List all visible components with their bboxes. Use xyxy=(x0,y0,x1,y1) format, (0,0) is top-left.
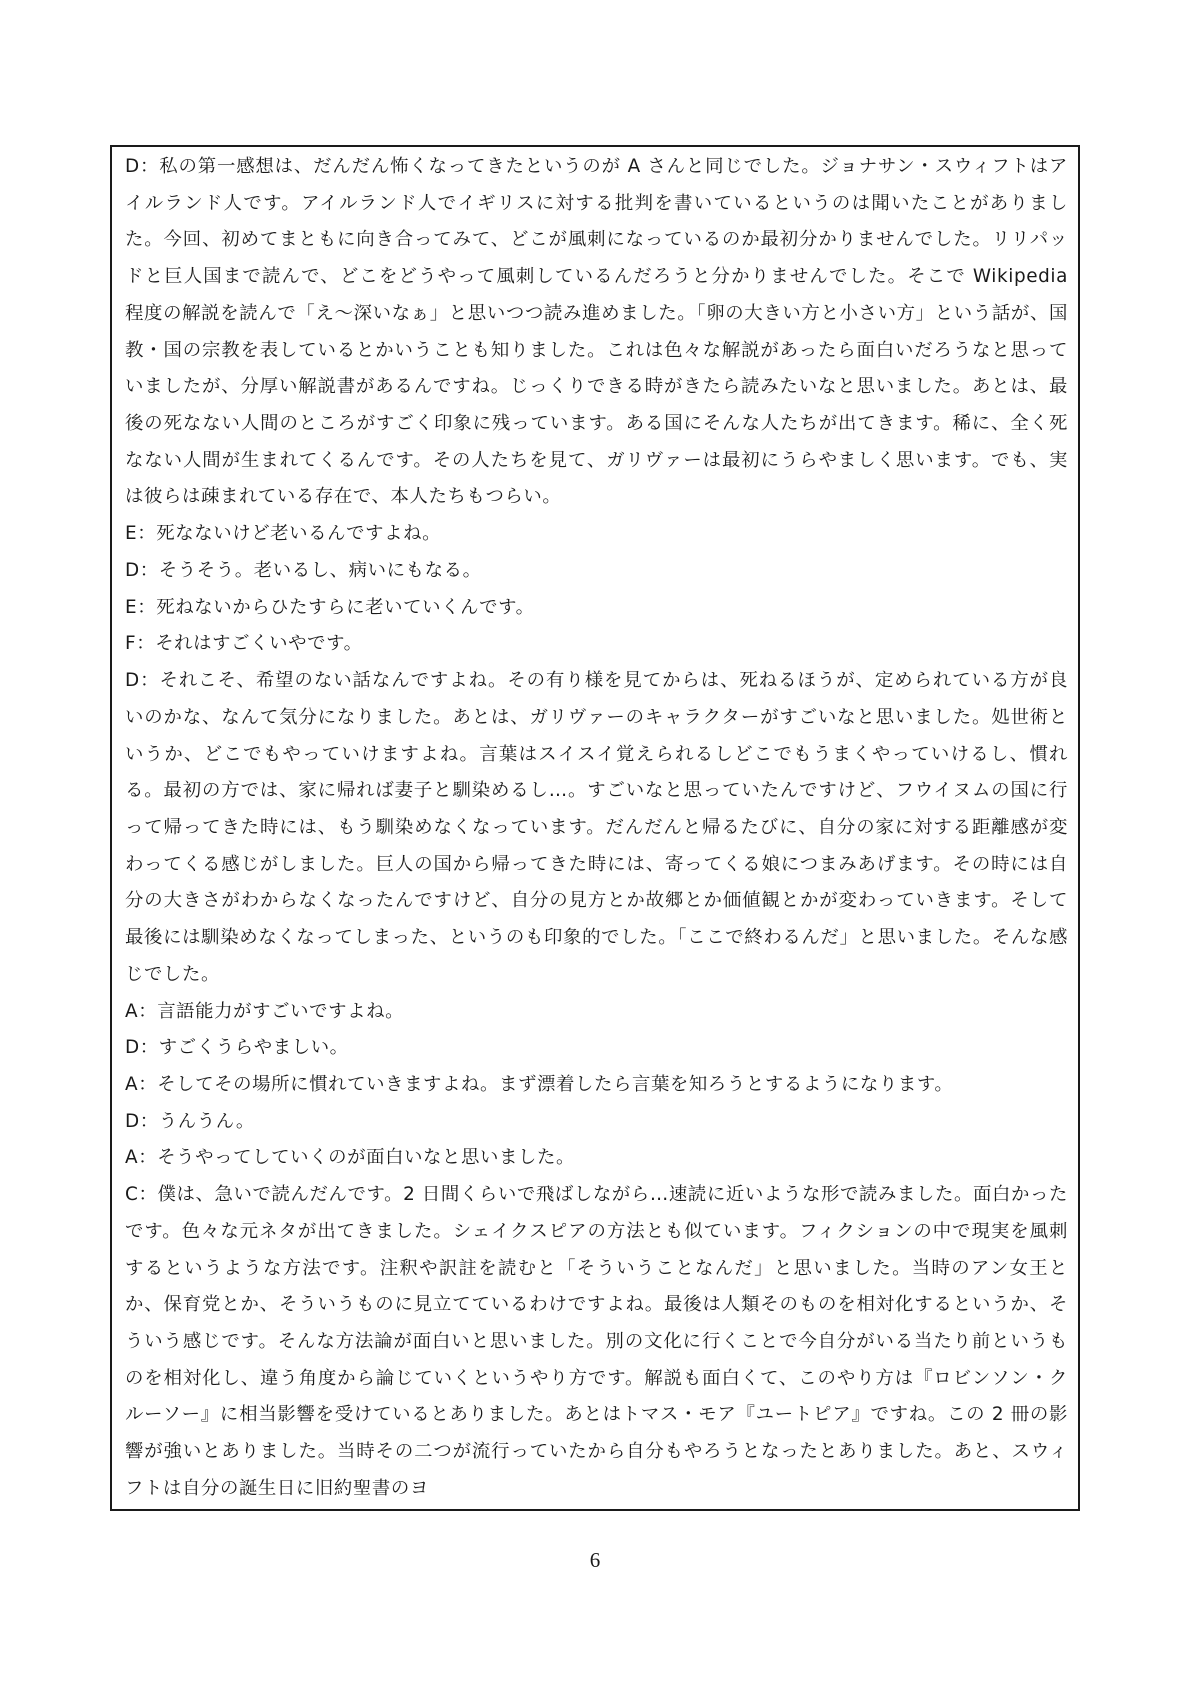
utterance-text: 僕は、急いで読んだんです。2 日間くらいで飛ばしながら…速読に近いような形で読みました。面白かったです。色々な元ネタが出てきました。シェイクスピアの方法とも似ています。フィクションの中で現実を風刺するというような方法です。注釈や訳註を読むと「そういうことなんだ」と思いました。当時のアン女王とか、保育党とか、そういうものに見立てているわけですよね。最後は人類そのものを相対化するというか、そういう感じです。そんな方法論が面白いと思いました。別の文化に行くことで今自分がいる当たり前というものを相対化し、違う角度から論じていくというやり方です。解説も面白くて、このやり方は『ロビンソン・クルーソー』に相当影響を受けているとありました。あとはトマス・モア『ユートピア』ですね。この 2 冊の影響が強いとありました。当時その二つが流行っていたから自分もやろうとなったとありました。あと、スウィフトは自分の誕生日に旧約聖書のヨ xyxy=(125,1184,1068,1499)
speaker-separator: ： xyxy=(137,596,157,618)
utterance xyxy=(125,1177,1068,1507)
speaker-label: A xyxy=(125,1147,139,1169)
utterance-text: そしてその場所に慣れていきますよね。まず漂着したら言葉を知ろうとするようになります。 xyxy=(157,1073,954,1095)
utterance-text: すごくうらやましい。 xyxy=(158,1037,349,1059)
utterance-text: それはすごくいやです。 xyxy=(155,633,363,655)
utterance xyxy=(125,590,1068,627)
utterance xyxy=(125,1104,1068,1141)
utterance xyxy=(125,663,1068,993)
speaker-separator: ： xyxy=(138,1147,158,1169)
speaker-label: F xyxy=(125,633,137,655)
speaker-label: E xyxy=(125,596,138,618)
speaker-separator: ： xyxy=(136,633,156,655)
utterance xyxy=(125,1067,1068,1104)
speaker-separator: ： xyxy=(139,1037,159,1059)
speaker-separator: ： xyxy=(138,1000,158,1022)
speaker-label: A xyxy=(125,1073,139,1095)
speaker-separator: ： xyxy=(139,559,159,581)
transcript-body xyxy=(125,149,1068,1508)
utterance xyxy=(125,994,1068,1031)
utterance-text: うんうん。 xyxy=(158,1110,255,1132)
speaker-separator: ： xyxy=(137,523,157,545)
utterance-text: 死なないけど老いるんですよね。 xyxy=(156,523,442,545)
speaker-separator: ： xyxy=(138,1184,158,1206)
page-number: 6 xyxy=(589,1548,601,1572)
utterance-text: それこそ、希望のない話なんですよね。その有り様を見てからは、死ねるほうが、定められている方が良いのかな、なんて気分になりました。あとは、ガリヴァーのキャラクターがすごいなと思いました。処世術というか、どこでもやっていけますよね。言葉はスイスイ覚えられるしどこでもうまくやっていけるし、慣れる。最初の方では、家に帰れば妻子と馴染めるし…。すごいなと思っていたんですけど、フウイヌムの国に行って帰ってきた時には、もう馴染めなくなっています。だんだんと帰るたびに、自分の家に対する距離感が変わってくる感じがしました。巨人の国から帰ってきた時には、寄ってくる娘につまみあげます。その時には自分の大きさがわからなくなったんですけど、自分の見方とか故郷とか価値観とかが変わっていきます。そして最後には馴染めなくなってしまった、というのも印象的でした。「ここで終わるんだ」と思いました。そんな感じでした。 xyxy=(125,670,1068,985)
utterance xyxy=(125,1140,1068,1177)
utterance xyxy=(125,553,1068,590)
utterance xyxy=(125,626,1068,663)
speaker-separator: ： xyxy=(139,670,160,692)
utterance-text: 死ねないからひたすらに老いていくんです。 xyxy=(156,596,535,618)
utterance-text: そうやってしていくのが面白いなと思いました。 xyxy=(157,1147,575,1169)
speaker-label: C xyxy=(125,1184,139,1206)
speaker-separator: ： xyxy=(139,1110,159,1132)
utterance xyxy=(125,149,1068,516)
transcript-box xyxy=(110,145,1080,1511)
speaker-label: D xyxy=(125,156,140,177)
utterance-text: 言語能力がすごいですよね。 xyxy=(157,1000,405,1022)
speaker-label: E xyxy=(125,523,138,545)
utterance-text: 私の第一感想は、だんだん怖くなってきたというのが A さんと同じでした。ジョナサン・スウィフトはアイルランド人です。アイルランド人でイギリスに対する批判を書いているというのは聞いたことがありました。今回、初めてまともに向き合ってみて、どこが風刺になっているのか最初分かりませんでした。リリパッドと巨人国まで読んで、どこをどうやって風刺しているんだろうと分かりませんでした。そこで Wikipedia 程度の解説を読んで「え〜深いなぁ」と思いつつ読み進めました。「卵の大きい方と小さい方」という話が、国教・国の宗教を表しているとかいうことも知りました。これは色々な解説があったら面白いだろうなと思っていましたが、分厚い解説書があるんですね。じっくりできる時がきたら読みたいなと思いました。あとは、最後の死なない人間のところがすごく印象に残っています。ある国にそんな人たちが出てきます。稀に、全く死なない人間が生まれてくるんです。その人たちを見て、ガリヴァーは最初にうらやましく思います。でも、実は彼らは疎まれている存在で、本人たちもつらい。 xyxy=(125,156,1068,508)
utterance xyxy=(125,1030,1068,1067)
speaker-label: D xyxy=(125,1037,140,1059)
speaker-separator: ： xyxy=(138,1073,158,1095)
utterance-text: そうそう。老いるし、病いにもなる。 xyxy=(158,559,482,581)
speaker-label: D xyxy=(125,1110,140,1132)
speaker-separator: ： xyxy=(139,156,160,177)
utterance xyxy=(125,516,1068,553)
speaker-label: A xyxy=(125,1000,139,1022)
speaker-label: D xyxy=(125,670,140,692)
speaker-label: D xyxy=(125,559,140,581)
